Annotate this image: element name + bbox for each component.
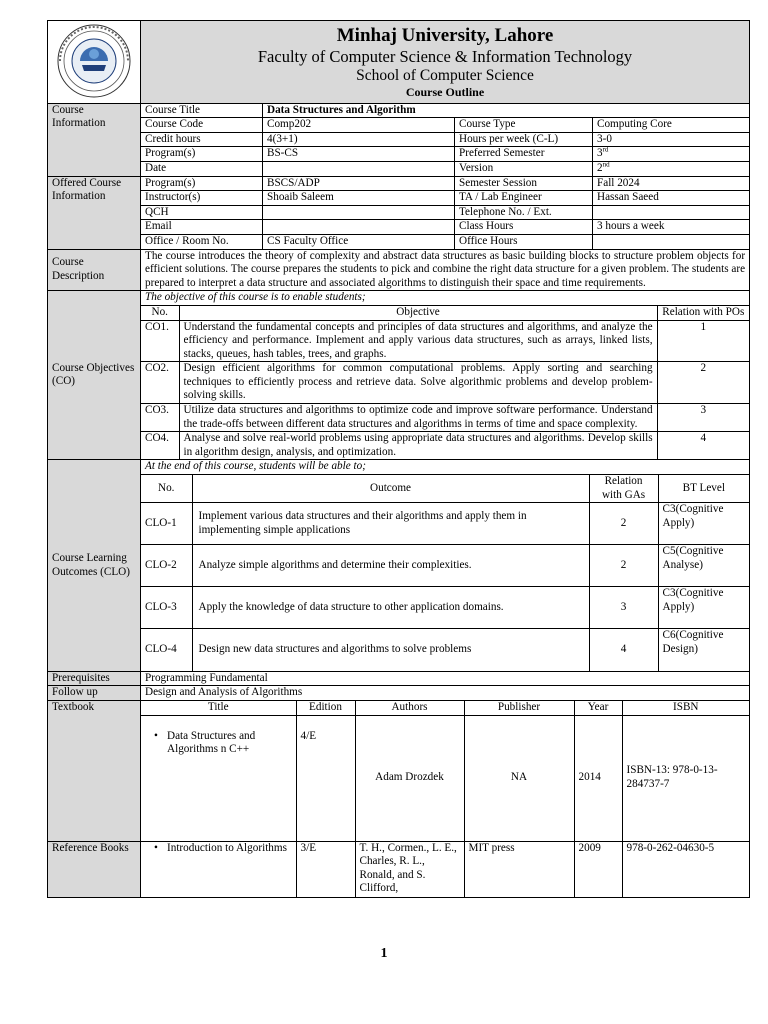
reference-row: [141, 841, 749, 897]
version-number: 2: [597, 161, 603, 174]
date-label: Date: [141, 161, 263, 176]
reference-isbn: 978-0-262-04630-5: [622, 841, 749, 897]
objectives-header-relation: Relation with POs: [657, 305, 749, 320]
objective-text: Design efficient algorithms for common computational problems. Apply sorting and searching techniques to efficiently process and retrieve data. Solve algorithmic problems and develop problem-solving skills.: [179, 362, 657, 404]
reference-year: 2009: [574, 841, 622, 897]
textbook-year: 2014: [574, 715, 622, 841]
objective-text: Understand the fundamental concepts and principles of data structures and algorithms, and analyze the efficiency and performance. Implement and apply various data structures, such as arrays, linked lists, stacks, queues, hash tables, trees, and graphs.: [179, 320, 657, 362]
semester-session-label: Semester Session: [455, 176, 593, 191]
clo-no: CLO-2: [141, 545, 192, 587]
office-label: Office / Room No.: [141, 234, 263, 249]
objective-row: [141, 432, 749, 460]
office-hours-label: Office Hours: [455, 234, 593, 249]
school-name: School of Computer Science: [356, 66, 534, 84]
outline-table: [47, 20, 750, 898]
clo-text: Implement various data structures and their algorithms and apply them in implementing simple applications: [192, 503, 589, 545]
email-label: Email: [141, 220, 263, 235]
section-clo: Course Learning Outcomes (CLO): [48, 460, 141, 671]
section-textbook: Textbook: [48, 701, 140, 842]
instructor-label: Instructor(s): [141, 191, 263, 206]
clo-text: Analyze simple algorithms and determine their complexities.: [192, 545, 589, 587]
textbook-publisher: NA: [464, 715, 574, 841]
objective-po: 4: [657, 432, 749, 460]
books-header-year: Year: [574, 701, 622, 715]
description-row: [48, 249, 750, 291]
preferred-semester-label: Preferred Semester: [455, 147, 593, 162]
textbook-authors: Adam Drozdek: [355, 715, 464, 841]
objective-row: [141, 404, 749, 432]
prerequisites-row: [48, 671, 750, 686]
course-type-value: Computing Core: [593, 118, 750, 133]
books-row: [48, 700, 750, 897]
clo-header-no: No.: [141, 475, 192, 503]
objective-no: CO3.: [141, 404, 179, 432]
hours-per-week-label: Hours per week (C-L): [455, 132, 593, 147]
preferred-semester-value: [593, 147, 750, 162]
clo-text: Apply the knowledge of data structure to other application domains.: [192, 587, 589, 629]
class-hours-label: Class Hours: [455, 220, 593, 235]
version-suffix: nd: [602, 160, 610, 169]
books-header-isbn: ISBN: [622, 701, 749, 715]
clo-bt: C5(Cognitive Analyse): [658, 545, 749, 587]
class-hours-value: 3 hours a week: [593, 220, 750, 235]
textbook-row: [141, 715, 749, 841]
ta-label: TA / Lab Engineer: [455, 191, 593, 206]
reference-edition: 3/E: [296, 841, 355, 897]
course-outline-document: [47, 20, 749, 898]
prerequisites-value: Programming Fundamental: [141, 671, 750, 686]
version-label: Version: [455, 161, 593, 176]
reference-publisher: MIT press: [464, 841, 574, 897]
clo-header-outcome: Outcome: [192, 475, 589, 503]
clo-no: CLO-1: [141, 503, 192, 545]
section-prerequisites: Prerequisites: [48, 671, 141, 686]
books-header-publisher: Publisher: [464, 701, 574, 715]
objectives-cell: [141, 291, 750, 460]
bullet-icon: •: [154, 841, 158, 854]
clo-header-bt: BT Level: [658, 475, 749, 503]
telephone-label: Telephone No. / Ext.: [455, 205, 593, 220]
section-course-description: Course Description: [48, 249, 141, 291]
clo-item-row: [141, 503, 749, 545]
date-row: [48, 161, 750, 176]
section-reference-books: Reference Books: [52, 841, 129, 854]
objectives-intro: The objective of this course is to enable students;: [141, 291, 749, 305]
objectives-header-no: No.: [141, 305, 179, 320]
objective-po: 1: [657, 320, 749, 362]
offered-program-label: Program(s): [141, 176, 263, 191]
clo-cell: [141, 460, 750, 671]
section-offered-course-information: Offered Course Information: [48, 176, 141, 249]
follow-up-value: Design and Analysis of Algorithms: [141, 686, 750, 701]
ta-value: Hassan Saeed: [593, 191, 750, 206]
objective-text: Analyse and solve real-world problems using appropriate data structures and algorithms. Develop skills in algorithm design, analysis, and optimization.: [179, 432, 657, 460]
course-type-label: Course Type: [455, 118, 593, 133]
section-course-objectives: Course Objectives (CO): [48, 291, 141, 460]
objective-po: 2: [657, 362, 749, 404]
telephone-value: [593, 205, 750, 220]
section-course-information: Course Information: [48, 103, 141, 176]
credit-hours-label: Credit hours: [141, 132, 263, 147]
program-row: [48, 147, 750, 162]
reference-authors: T. H., Cormen., L. E., Charles, R. L., Ronald, and S. Clifford,: [355, 841, 464, 897]
semester-number: 3: [597, 147, 603, 160]
email-value: [263, 220, 455, 235]
objective-row: [141, 362, 749, 404]
objectives-header-objective: Objective: [179, 305, 657, 320]
clo-ga: 4: [589, 629, 658, 671]
clo-item-row: [141, 587, 749, 629]
course-outline-title: Course Outline: [405, 84, 485, 99]
faculty-name: Faculty of Computer Science & Information Technology: [257, 46, 633, 66]
course-title-row: [48, 103, 750, 118]
objective-row: [141, 320, 749, 362]
office-hours-value: [593, 234, 750, 249]
clo-bt: C6(Cognitive Design): [658, 629, 749, 671]
clo-item-row: [141, 629, 749, 671]
reference-title-cell: [141, 841, 296, 897]
course-description-text: The course introduces the theory of complexity and abstract data structures as basic building blocks to structure problem objects for efficient solutions. The course prepares the students to pick and combine the right data structure for a given problem. The students are prepared to interpret a data structure and associated algorithms to distinguish their space and time requirements.: [141, 249, 750, 291]
clo-no: CLO-3: [141, 587, 192, 629]
textbook-title-cell: [141, 715, 296, 841]
objective-no: CO4.: [141, 432, 179, 460]
course-title-label: Course Title: [141, 103, 263, 118]
books-section-cell: [48, 700, 141, 897]
books-cell: [141, 700, 750, 897]
clo-bt: C3(Cognitive Apply): [658, 503, 749, 545]
objective-po: 3: [657, 404, 749, 432]
objective-no: CO2.: [141, 362, 179, 404]
university-name: Minhaj University, Lahore: [336, 24, 554, 46]
semester-session-value: Fall 2024: [593, 176, 750, 191]
objective-no: CO1.: [141, 320, 179, 362]
credit-hours-value: 4(3+1): [263, 132, 455, 147]
reference-title: Introduction to Algorithms: [167, 841, 287, 854]
clo-ga: 2: [589, 503, 658, 545]
objectives-table: [141, 291, 749, 459]
section-follow-up: Follow up: [48, 686, 141, 701]
clo-ga: 2: [589, 545, 658, 587]
program-label: Program(s): [141, 147, 263, 162]
books-table: [141, 701, 749, 897]
date-value: [263, 161, 455, 176]
books-header-edition: Edition: [296, 701, 355, 715]
course-code-row: [48, 118, 750, 133]
objective-text: Utilize data structures and algorithms to optimize code and improve software performance. Understand the trade-offs between different data structures and algorithms in terms of time and space complexity.: [179, 404, 657, 432]
header-titles: [141, 21, 750, 104]
program-value: BS-CS: [263, 147, 455, 162]
course-code-label: Course Code: [141, 118, 263, 133]
qch-label: QCH: [141, 205, 263, 220]
textbook-title: Data Structures and Algorithms n C++: [167, 729, 256, 756]
semester-suffix: rd: [602, 145, 609, 154]
office-row: [48, 234, 750, 249]
followup-row: [48, 686, 750, 701]
clo-row: [48, 460, 750, 671]
logo-cell: [48, 21, 141, 104]
credit-hours-row: [48, 132, 750, 147]
clo-bt: C3(Cognitive Apply): [658, 587, 749, 629]
version-value: [593, 161, 750, 176]
books-header-title: Title: [141, 701, 296, 715]
university-logo-icon: [48, 21, 141, 98]
email-row: [48, 220, 750, 235]
clo-text: Design new data structures and algorithms to solve problems: [192, 629, 589, 671]
qch-row: [48, 205, 750, 220]
clo-ga: 3: [589, 587, 658, 629]
instructor-row: [48, 191, 750, 206]
objectives-row: [48, 291, 750, 460]
course-title-value: Data Structures and Algorithm: [263, 103, 750, 118]
clo-header-relation: Relation with GAs: [589, 475, 658, 503]
clo-intro: At the end of this course, students will be able to;: [141, 460, 749, 474]
offered-program-row: [48, 176, 750, 191]
document-header: [48, 21, 750, 104]
textbook-isbn: ISBN-13: 978-0-13-284737-7: [622, 715, 749, 841]
clo-table: [141, 460, 749, 670]
qch-value: [263, 205, 455, 220]
bullet-icon: •: [154, 729, 158, 742]
course-code-value: Comp202: [263, 118, 455, 133]
clo-no: CLO-4: [141, 629, 192, 671]
instructor-value: Shoaib Saleem: [263, 191, 455, 206]
books-header-authors: Authors: [355, 701, 464, 715]
clo-item-row: [141, 545, 749, 587]
textbook-edition: 4/E: [296, 715, 355, 841]
page-number: 1: [380, 946, 388, 961]
offered-program-value: BSCS/ADP: [263, 176, 455, 191]
office-value: CS Faculty Office: [263, 234, 455, 249]
hours-per-week-value: 3-0: [593, 132, 750, 147]
